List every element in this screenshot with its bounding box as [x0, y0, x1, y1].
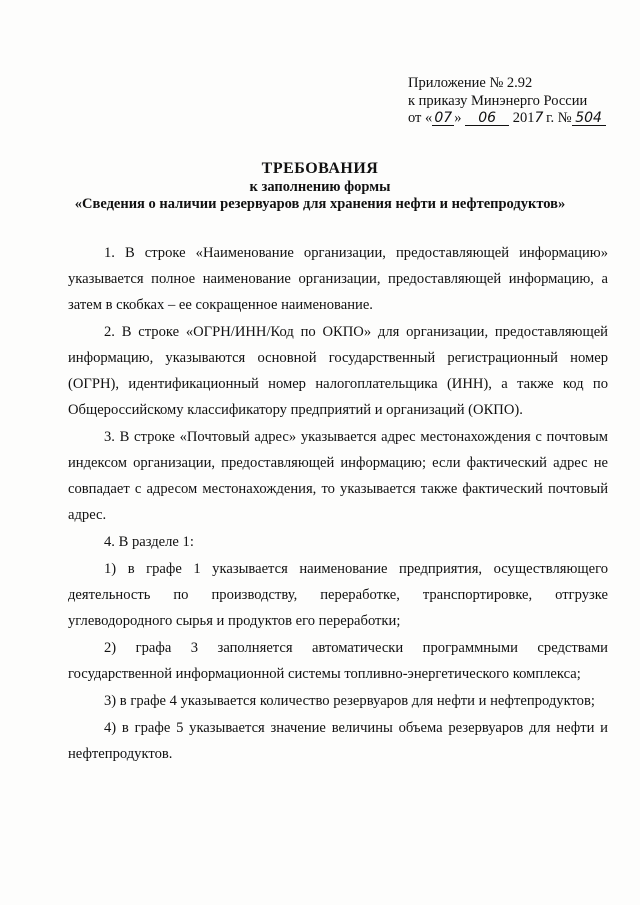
order-number-handwritten: 504 [572, 111, 606, 126]
appendix-date-line [408, 110, 628, 128]
paragraph-1: 1. В строке «Наименование организации, предоставляющей информацию» указывается полное наименование организации, предоставляющей информацию, а затем в скобках – ее сокращенное наименование. [68, 245, 608, 313]
date-year-prefix: 201 [509, 110, 535, 126]
date-suffix: г. № [542, 110, 572, 126]
paragraph-2: 2. В строке «ОГРН/ИНН/Код по ОКПО» для организации, предоставляющей информацию, указываются основной государственный регистрационный номер (ОГРН), идентификационный номер налогоплательщика (ИНН), а также код по Общероссийскому классификатору предприятий и организаций (ОКПО). [68, 324, 608, 418]
paragraph-4: 4. В разделе 1: [104, 534, 194, 550]
date-mid: » [454, 110, 466, 126]
requirements-body [68, 240, 608, 768]
paragraph-4-item-1: 1) в графе 1 указывается наименование предприятия, осуществляющего деятельность по производству, переработке, транспортировке, отгрузке углеводородного сырья и продуктов его переработки; [68, 561, 608, 629]
paragraph-3: 3. В строке «Почтовый адрес» указывается адрес местонахождения с почтовым индексом организации, предоставляющей информацию; если фактический адрес не совпадает с адресом местонахождения, то указывается также фактический почтовый адрес. [68, 429, 608, 523]
date-year-digit-handwritten: 7 [534, 110, 544, 126]
paragraph-4-item-4: 4) в графе 5 указывается значение величины объема резервуаров для нефти и нефтепродуктов. [68, 720, 608, 762]
date-prefix: от « [408, 110, 433, 126]
appendix-reference [408, 75, 628, 128]
document-subtitle: к заполнению формы [249, 179, 391, 195]
appendix-number: Приложение № 2.92 [408, 75, 533, 91]
document-title: ТРЕБОВАНИЯ [261, 160, 379, 177]
paragraph-4-item-2: 2) графа 3 заполняется автоматически программными средствами государственной информационной системы топливно-энергетического комплекса; [68, 640, 608, 682]
date-month-handwritten: 06 [465, 111, 509, 126]
date-day-handwritten: 07 [432, 111, 454, 126]
form-name: «Сведения о наличии резервуаров для хранения нефти и нефтепродуктов» [74, 196, 566, 212]
appendix-order-ref: к приказу Минэнерго России [408, 92, 588, 109]
paragraph-4-item-3: 3) в графе 4 указывается количество резервуаров для нефти и нефтепродуктов; [104, 693, 595, 709]
